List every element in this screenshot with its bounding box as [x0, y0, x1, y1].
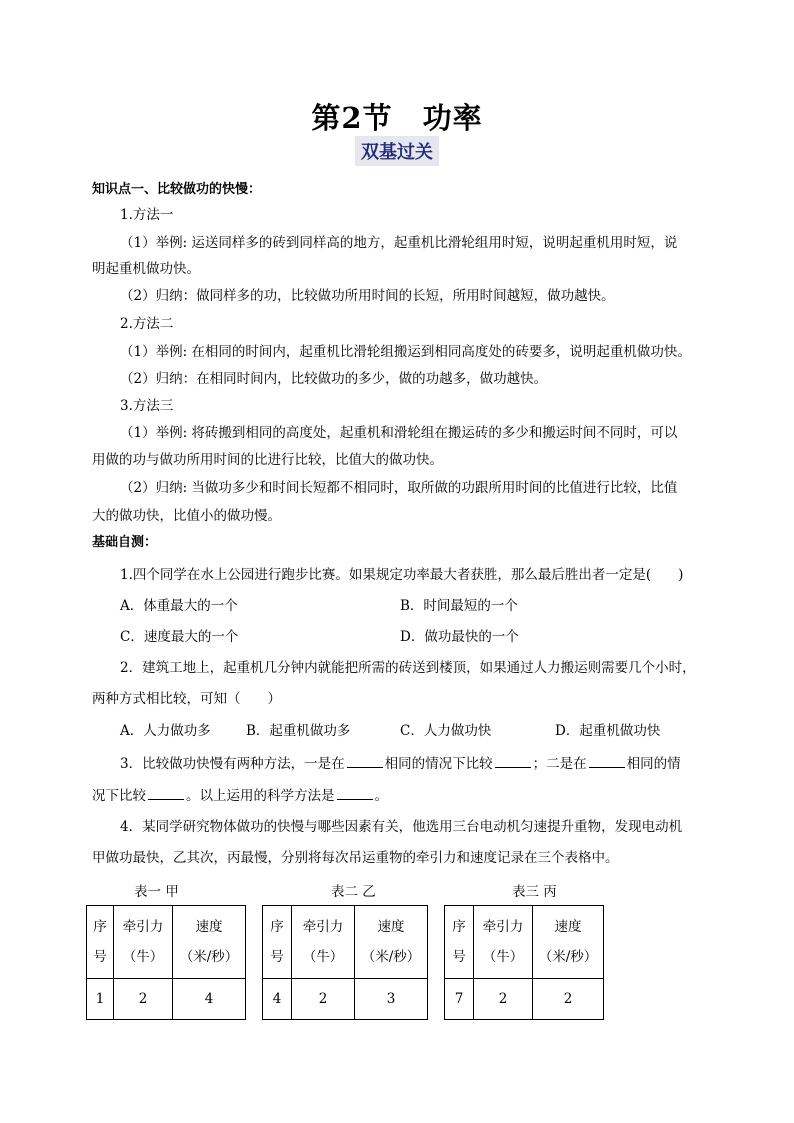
cell-force: 2 [114, 979, 173, 1020]
method3-label: 3.方法三 [120, 398, 174, 414]
q1-stem: 1.四个同学在水上公园进行跑步比赛。如果规定功率最大者获胜，那么最后胜出者一定是( ) [120, 567, 684, 583]
q1-option-d: D．做功最快的一个 [400, 629, 519, 645]
q2-option-b: B．起重机做功多 [246, 723, 351, 739]
header-force: 牵引力 （牛） [114, 906, 173, 979]
cell-force: 2 [292, 979, 355, 1020]
header-speed: 速度 （米/秒） [355, 906, 428, 979]
q4-stem-line1: 4．某同学研究物体做功的快慢与哪些因素有关，他选用三台电动机匀速提升重物，发现电动机 [120, 819, 683, 835]
method3-example-line2: 用做的功与做功所用时间的比进行比较，比值大的做功快。 [92, 452, 443, 468]
cell-force: 2 [474, 979, 533, 1020]
header-speed: 速度 （米/秒） [533, 906, 604, 979]
table-row [87, 979, 604, 1020]
q3-blank-2[interactable] [495, 753, 531, 768]
table3-caption: 表三 丙 [512, 884, 557, 900]
method2-summary: （2）归纳：在相同时间内，比较做功的多少，做的功越多，做功越快。 [120, 371, 548, 387]
method3-summary-line1: （2）归纳: 当做功多少和时间长短都不相同时，取所做的功跟所用时间的比值进行比较，比值 [120, 480, 678, 496]
data-table [86, 905, 604, 1020]
q2-option-a: A．人力做功多 [120, 723, 211, 739]
q3-line2: 况下比较 。以上运用的科学方法是 。 [92, 785, 388, 806]
header-force: 牵引力 （牛） [474, 906, 533, 979]
header-force: 牵引力 （牛） [292, 906, 355, 979]
table1-caption: 表一 甲 [134, 884, 179, 900]
method1-example-line2: 明起重机做功快。 [92, 261, 200, 277]
method1-example-line1: （1）举例: 运送同样多的砖到同样高的地方，起重机比滑轮组用时短，说明起重机用时短，说 [120, 235, 678, 251]
method3-example-line1: （1）举例: 将砖搬到相同的高度处，起重机和滑轮组在搬运砖的多少和搬运时间不同时，可以 [120, 425, 678, 441]
page-title: 第2节 功率 [311, 101, 483, 135]
q2-stem-line2: 两种方式相比较，可知（ ） [92, 691, 281, 707]
header-no: 序 号 [263, 906, 292, 979]
q1-option-a: A．体重最大的一个 [120, 598, 238, 614]
method2-example: （1）举例: 在相同的时间内，起重机比滑轮组搬运到相同高度处的砖要多，说明起重机做功快。 [120, 344, 691, 360]
q1-option-b: B．时间最短的一个 [400, 598, 518, 614]
method1-label: 1.方法一 [120, 207, 174, 223]
table2-caption: 表二 乙 [331, 884, 376, 900]
cell-speed: 3 [355, 979, 428, 1020]
q3-blank-4[interactable] [148, 785, 184, 800]
q3-blank-1[interactable] [347, 753, 383, 768]
cell-no: 7 [445, 979, 474, 1020]
q2-option-c: C．人力做功快 [400, 723, 492, 739]
q3-blank-5[interactable] [337, 785, 373, 800]
header-no: 序 号 [87, 906, 114, 979]
method2-label: 2.方法二 [120, 316, 174, 332]
header-no: 序 号 [445, 906, 474, 979]
cell-speed: 4 [173, 979, 246, 1020]
knowledge-heading: 知识点一、比较做功的快慢： [92, 182, 262, 197]
cell-no: 1 [87, 979, 114, 1020]
q3-line1: 3．比较做功快慢有两种方法，一是在 相同的情况下比较 ；二是在 相同的情 [120, 753, 681, 774]
q3-blank-3[interactable] [589, 753, 625, 768]
method3-summary-line2: 大的做功快，比值小的做功慢。 [92, 508, 281, 524]
cell-speed: 2 [533, 979, 604, 1020]
table-header-row [87, 906, 604, 979]
header-speed: 速度 （米/秒） [173, 906, 246, 979]
cell-no: 4 [263, 979, 292, 1020]
q1-option-c: C．速度最大的一个 [120, 629, 239, 645]
section-badge: 双基过关 [355, 136, 439, 166]
method1-summary: （2）归纳：做同样多的功，比较做功所用时间的长短，所用时间越短，做功越快。 [120, 288, 615, 304]
q2-option-d: D．起重机做功快 [555, 723, 661, 739]
q4-stem-line2: 甲做功最快，乙其次，丙最慢，分别将每次吊运重物的牵引力和速度记录在三个表格中。 [92, 850, 619, 866]
q2-stem-line1: 2．建筑工地上，起重机几分钟内就能把所需的砖送到楼顶，如果通过人力搬运则需要几个小时， [120, 660, 696, 676]
self-test-heading: 基础自测： [92, 535, 158, 550]
